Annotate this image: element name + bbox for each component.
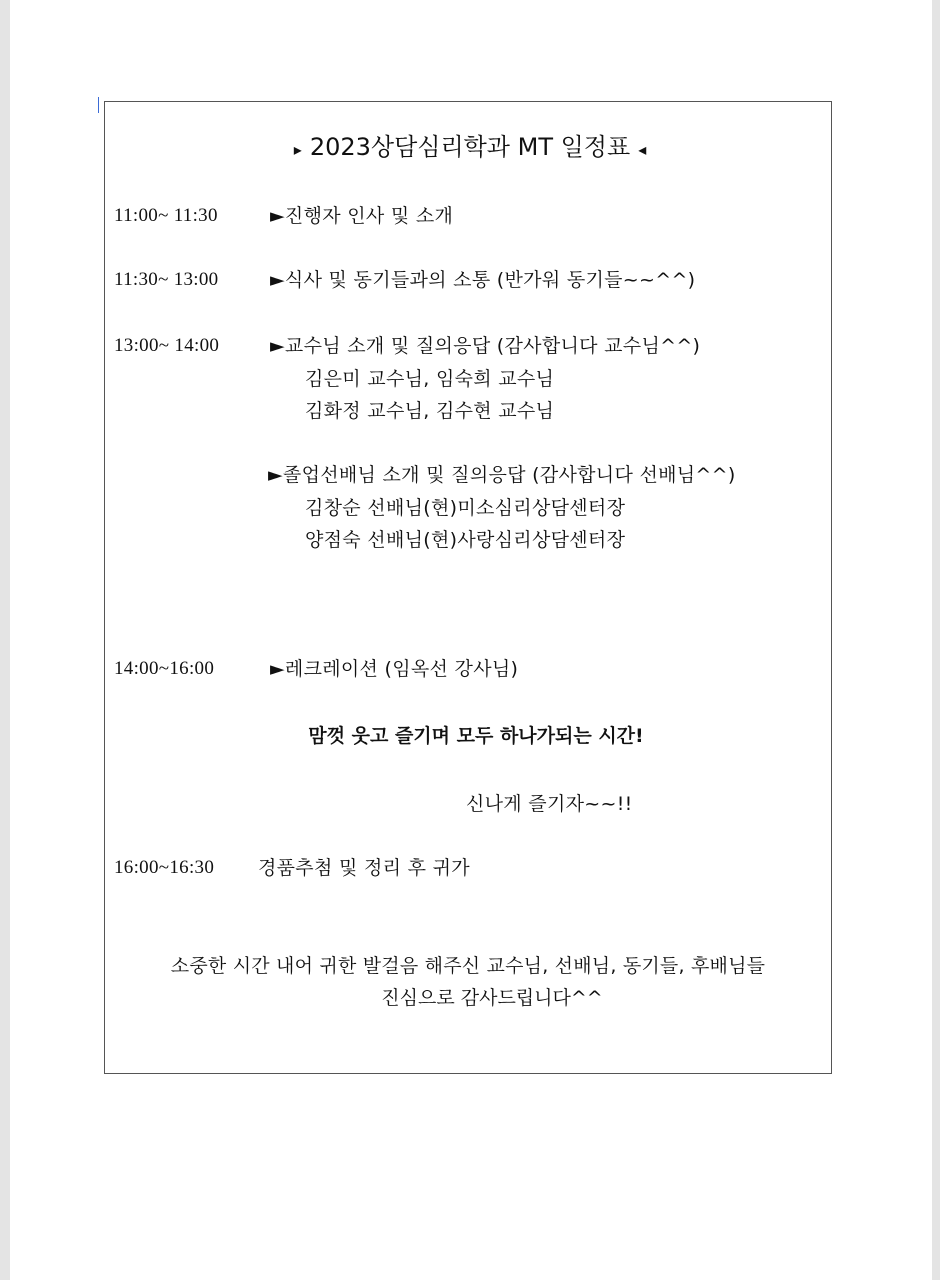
schedule-time-4: 14:00~16:00 xyxy=(114,658,215,679)
title-text: 2023상담심리학과 MT 일정표 xyxy=(309,133,631,161)
schedule-time-2: 11:30~ 13:00 xyxy=(114,269,219,290)
schedule-item-5: 경품추첨 및 정리 후 귀가 xyxy=(258,857,470,879)
title-left-pointer-icon: ◂ xyxy=(638,140,647,159)
page-title xyxy=(0,132,940,165)
document-border-box xyxy=(104,101,832,1074)
schedule-item-alumni: ►졸업선배님 소개 및 질의응답 (감사합니다 선배님^^) xyxy=(268,464,736,486)
alumni-names-2: 양점숙 선배님(현)사랑심리상담센터장 xyxy=(305,529,626,551)
schedule-item-4: ►레크레이션 (임옥선 강사님) xyxy=(270,658,519,680)
highlight-text: 맘껏 웃고 즐기며 모두 하나가되는 시간! xyxy=(308,725,644,747)
closing-line-1: 소중한 시간 내어 귀한 발걸음 해주신 교수님, 선배님, 동기들, 후배님들 xyxy=(170,955,766,977)
text-cursor xyxy=(98,97,99,113)
schedule-time-3: 13:00~ 14:00 xyxy=(114,335,220,356)
schedule-item-3: ►교수님 소개 및 질의응답 (감사합니다 교수님^^) xyxy=(270,335,701,357)
professor-names-2: 김화정 교수님, 김수현 교수님 xyxy=(305,400,555,422)
schedule-time-5: 16:00~16:30 xyxy=(114,857,215,878)
title-right-pointer-icon: ▸ xyxy=(293,140,302,159)
schedule-time-1: 11:00~ 11:30 xyxy=(114,205,218,226)
professor-names-1: 김은미 교수님, 임숙희 교수님 xyxy=(305,368,555,390)
schedule-item-1: ►진행자 인사 및 소개 xyxy=(270,205,454,227)
closing-line-2: 진심으로 감사드립니다^^ xyxy=(381,987,603,1009)
schedule-item-2: ►식사 및 동기들과의 소통 (반가워 동기들~~^^) xyxy=(270,269,696,291)
cheer-text: 신나게 즐기자~~!! xyxy=(466,793,633,815)
alumni-names-1: 김창순 선배님(현)미소심리상담센터장 xyxy=(305,497,626,519)
